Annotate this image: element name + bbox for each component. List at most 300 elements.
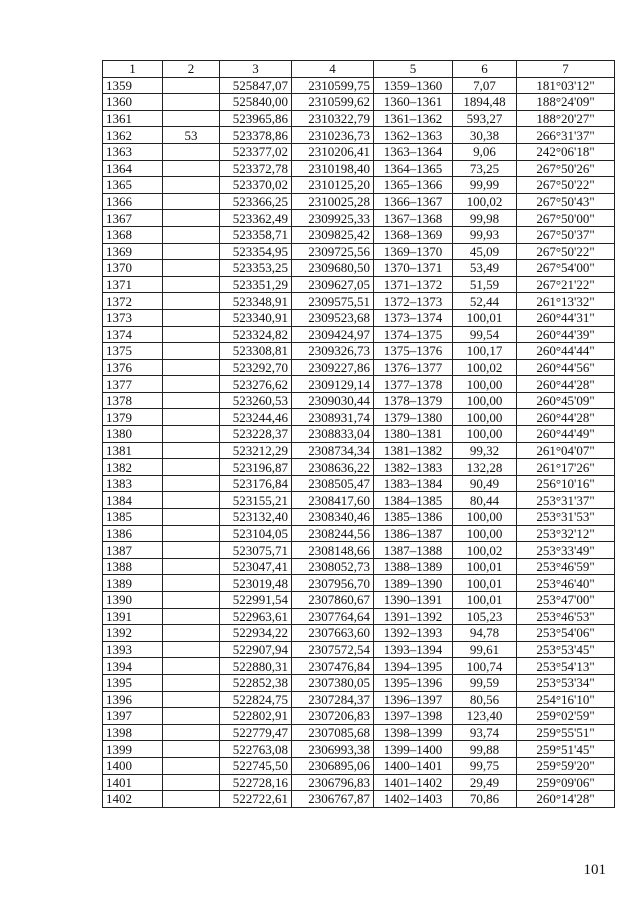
y-coordinate-cell: 2308148,66 bbox=[292, 542, 374, 559]
point-number-cell: 1385 bbox=[103, 509, 163, 526]
line-segment-cell: 1363–1364 bbox=[374, 143, 453, 160]
distance-cell: 100,00 bbox=[453, 525, 517, 542]
mark-cell bbox=[163, 243, 220, 260]
table-row bbox=[103, 608, 615, 625]
mark-cell bbox=[163, 459, 220, 476]
y-coordinate-cell: 2309925,33 bbox=[292, 210, 374, 227]
distance-cell: 7,07 bbox=[453, 77, 517, 94]
table-row bbox=[103, 625, 615, 642]
direction-angle-cell: 254°16'10" bbox=[517, 691, 615, 708]
line-segment-cell: 1396–1397 bbox=[374, 691, 453, 708]
point-number-cell: 1397 bbox=[103, 708, 163, 725]
distance-cell: 100,01 bbox=[453, 558, 517, 575]
y-coordinate-cell: 2309680,50 bbox=[292, 260, 374, 277]
y-coordinate-cell: 2310599,75 bbox=[292, 77, 374, 94]
point-number-cell: 1388 bbox=[103, 558, 163, 575]
line-segment-cell: 1368–1369 bbox=[374, 226, 453, 243]
mark-cell bbox=[163, 724, 220, 741]
table-row bbox=[103, 757, 615, 774]
mark-cell bbox=[163, 210, 220, 227]
distance-cell: 90,49 bbox=[453, 475, 517, 492]
direction-angle-cell: 253°46'40" bbox=[517, 575, 615, 592]
distance-cell: 100,00 bbox=[453, 392, 517, 409]
table-row bbox=[103, 426, 615, 443]
distance-cell: 99,88 bbox=[453, 741, 517, 758]
y-coordinate-cell: 2309030,44 bbox=[292, 392, 374, 409]
point-number-cell: 1367 bbox=[103, 210, 163, 227]
table-row bbox=[103, 293, 615, 310]
distance-cell: 30,38 bbox=[453, 127, 517, 144]
x-coordinate-cell: 523378,86 bbox=[220, 127, 292, 144]
x-coordinate-cell: 522722,61 bbox=[220, 791, 292, 808]
mark-cell bbox=[163, 741, 220, 758]
point-number-cell: 1363 bbox=[103, 143, 163, 160]
direction-angle-cell: 253°46'59" bbox=[517, 558, 615, 575]
direction-angle-cell: 259°59'20" bbox=[517, 757, 615, 774]
point-number-cell: 1402 bbox=[103, 791, 163, 808]
y-coordinate-cell: 2310322,79 bbox=[292, 110, 374, 127]
point-number-cell: 1375 bbox=[103, 343, 163, 360]
distance-cell: 132,28 bbox=[453, 459, 517, 476]
table-body bbox=[103, 77, 615, 807]
y-coordinate-cell: 2307085,68 bbox=[292, 724, 374, 741]
point-number-cell: 1366 bbox=[103, 193, 163, 210]
y-coordinate-cell: 2307284,37 bbox=[292, 691, 374, 708]
direction-angle-cell: 259°51'45" bbox=[517, 741, 615, 758]
line-segment-cell: 1394–1395 bbox=[374, 658, 453, 675]
direction-angle-cell: 266°31'37" bbox=[517, 127, 615, 144]
header-col-7: 7 bbox=[517, 61, 615, 78]
line-segment-cell: 1372–1373 bbox=[374, 293, 453, 310]
line-segment-cell: 1385–1386 bbox=[374, 509, 453, 526]
line-segment-cell: 1381–1382 bbox=[374, 442, 453, 459]
distance-cell: 80,44 bbox=[453, 492, 517, 509]
point-number-cell: 1376 bbox=[103, 359, 163, 376]
x-coordinate-cell: 523228,37 bbox=[220, 426, 292, 443]
table-row bbox=[103, 658, 615, 675]
mark-cell bbox=[163, 409, 220, 426]
y-coordinate-cell: 2306993,38 bbox=[292, 741, 374, 758]
x-coordinate-cell: 522934,22 bbox=[220, 625, 292, 642]
x-coordinate-cell: 525840,00 bbox=[220, 94, 292, 111]
x-coordinate-cell: 523260,53 bbox=[220, 392, 292, 409]
x-coordinate-cell: 523358,71 bbox=[220, 226, 292, 243]
table-row bbox=[103, 260, 615, 277]
distance-cell: 593,27 bbox=[453, 110, 517, 127]
point-number-cell: 1378 bbox=[103, 392, 163, 409]
line-segment-cell: 1366–1367 bbox=[374, 193, 453, 210]
mark-cell bbox=[163, 426, 220, 443]
x-coordinate-cell: 523965,86 bbox=[220, 110, 292, 127]
x-coordinate-cell: 523324,82 bbox=[220, 326, 292, 343]
mark-cell bbox=[163, 94, 220, 111]
distance-cell: 1894,48 bbox=[453, 94, 517, 111]
distance-cell: 29,49 bbox=[453, 774, 517, 791]
direction-angle-cell: 259°09'06" bbox=[517, 774, 615, 791]
x-coordinate-cell: 523212,29 bbox=[220, 442, 292, 459]
mark-cell bbox=[163, 542, 220, 559]
mark-cell bbox=[163, 326, 220, 343]
table-row bbox=[103, 442, 615, 459]
table-row bbox=[103, 475, 615, 492]
point-number-cell: 1390 bbox=[103, 592, 163, 609]
line-segment-cell: 1359–1360 bbox=[374, 77, 453, 94]
line-segment-cell: 1395–1396 bbox=[374, 674, 453, 691]
table-row bbox=[103, 791, 615, 808]
mark-cell bbox=[163, 110, 220, 127]
table-row bbox=[103, 542, 615, 559]
point-number-cell: 1373 bbox=[103, 309, 163, 326]
header-col-3: 3 bbox=[220, 61, 292, 78]
point-number-cell: 1374 bbox=[103, 326, 163, 343]
direction-angle-cell: 260°44'44" bbox=[517, 343, 615, 360]
point-number-cell: 1399 bbox=[103, 741, 163, 758]
mark-cell bbox=[163, 674, 220, 691]
direction-angle-cell: 253°32'12" bbox=[517, 525, 615, 542]
y-coordinate-cell: 2307206,83 bbox=[292, 708, 374, 725]
mark-cell bbox=[163, 558, 220, 575]
point-number-cell: 1359 bbox=[103, 77, 163, 94]
point-number-cell: 1396 bbox=[103, 691, 163, 708]
header-col-2: 2 bbox=[163, 61, 220, 78]
x-coordinate-cell: 523244,46 bbox=[220, 409, 292, 426]
mark-cell bbox=[163, 791, 220, 808]
distance-cell: 105,23 bbox=[453, 608, 517, 625]
distance-cell: 100,01 bbox=[453, 309, 517, 326]
line-segment-cell: 1390–1391 bbox=[374, 592, 453, 609]
mark-cell bbox=[163, 160, 220, 177]
distance-cell: 9,06 bbox=[453, 143, 517, 160]
y-coordinate-cell: 2307380,05 bbox=[292, 674, 374, 691]
distance-cell: 100,17 bbox=[453, 343, 517, 360]
table-row bbox=[103, 309, 615, 326]
x-coordinate-cell: 523196,87 bbox=[220, 459, 292, 476]
mark-cell bbox=[163, 309, 220, 326]
y-coordinate-cell: 2307663,60 bbox=[292, 625, 374, 642]
direction-angle-cell: 253°47'00" bbox=[517, 592, 615, 609]
line-segment-cell: 1387–1388 bbox=[374, 542, 453, 559]
mark-cell bbox=[163, 475, 220, 492]
line-segment-cell: 1380–1381 bbox=[374, 426, 453, 443]
direction-angle-cell: 260°44'28" bbox=[517, 376, 615, 393]
table-row bbox=[103, 243, 615, 260]
direction-angle-cell: 267°50'26" bbox=[517, 160, 615, 177]
mark-cell bbox=[163, 774, 220, 791]
mark-cell bbox=[163, 77, 220, 94]
direction-angle-cell: 260°45'09" bbox=[517, 392, 615, 409]
x-coordinate-cell: 523351,29 bbox=[220, 276, 292, 293]
point-number-cell: 1369 bbox=[103, 243, 163, 260]
direction-angle-cell: 253°46'53" bbox=[517, 608, 615, 625]
x-coordinate-cell: 523155,21 bbox=[220, 492, 292, 509]
x-coordinate-cell: 523366,25 bbox=[220, 193, 292, 210]
direction-angle-cell: 267°50'37" bbox=[517, 226, 615, 243]
mark-cell bbox=[163, 226, 220, 243]
table-row bbox=[103, 77, 615, 94]
mark-cell bbox=[163, 343, 220, 360]
mark-cell bbox=[163, 177, 220, 194]
x-coordinate-cell: 522763,08 bbox=[220, 741, 292, 758]
point-number-cell: 1381 bbox=[103, 442, 163, 459]
distance-cell: 51,59 bbox=[453, 276, 517, 293]
x-coordinate-cell: 523047,41 bbox=[220, 558, 292, 575]
x-coordinate-cell: 523019,48 bbox=[220, 575, 292, 592]
line-segment-cell: 1393–1394 bbox=[374, 641, 453, 658]
table-row bbox=[103, 575, 615, 592]
direction-angle-cell: 260°44'31" bbox=[517, 309, 615, 326]
y-coordinate-cell: 2309627,05 bbox=[292, 276, 374, 293]
table-row bbox=[103, 143, 615, 160]
distance-cell: 70,86 bbox=[453, 791, 517, 808]
point-number-cell: 1401 bbox=[103, 774, 163, 791]
x-coordinate-cell: 523377,02 bbox=[220, 143, 292, 160]
direction-angle-cell: 260°44'28" bbox=[517, 409, 615, 426]
mark-cell bbox=[163, 359, 220, 376]
y-coordinate-cell: 2309825,42 bbox=[292, 226, 374, 243]
point-number-cell: 1383 bbox=[103, 475, 163, 492]
point-number-cell: 1394 bbox=[103, 658, 163, 675]
mark-cell bbox=[163, 276, 220, 293]
point-number-cell: 1360 bbox=[103, 94, 163, 111]
y-coordinate-cell: 2309227,86 bbox=[292, 359, 374, 376]
table-row bbox=[103, 691, 615, 708]
point-number-cell: 1393 bbox=[103, 641, 163, 658]
x-coordinate-cell: 523348,91 bbox=[220, 293, 292, 310]
header-col-5: 5 bbox=[374, 61, 453, 78]
direction-angle-cell: 267°54'00" bbox=[517, 260, 615, 277]
table-row bbox=[103, 94, 615, 111]
line-segment-cell: 1369–1370 bbox=[374, 243, 453, 260]
y-coordinate-cell: 2309575,51 bbox=[292, 293, 374, 310]
table-row bbox=[103, 592, 615, 609]
distance-cell: 100,00 bbox=[453, 409, 517, 426]
point-number-cell: 1379 bbox=[103, 409, 163, 426]
line-segment-cell: 1388–1389 bbox=[374, 558, 453, 575]
direction-angle-cell: 267°50'43" bbox=[517, 193, 615, 210]
x-coordinate-cell: 523354,95 bbox=[220, 243, 292, 260]
table-row bbox=[103, 276, 615, 293]
line-segment-cell: 1377–1378 bbox=[374, 376, 453, 393]
mark-cell bbox=[163, 525, 220, 542]
direction-angle-cell: 261°04'07" bbox=[517, 442, 615, 459]
y-coordinate-cell: 2307572,54 bbox=[292, 641, 374, 658]
table-row bbox=[103, 492, 615, 509]
point-number-cell: 1391 bbox=[103, 608, 163, 625]
x-coordinate-cell: 522880,31 bbox=[220, 658, 292, 675]
x-coordinate-cell: 522728,16 bbox=[220, 774, 292, 791]
line-segment-cell: 1364–1365 bbox=[374, 160, 453, 177]
point-number-cell: 1380 bbox=[103, 426, 163, 443]
distance-cell: 53,49 bbox=[453, 260, 517, 277]
table-row bbox=[103, 210, 615, 227]
line-segment-cell: 1361–1362 bbox=[374, 110, 453, 127]
x-coordinate-cell: 522779,47 bbox=[220, 724, 292, 741]
direction-angle-cell: 260°44'56" bbox=[517, 359, 615, 376]
line-segment-cell: 1367–1368 bbox=[374, 210, 453, 227]
distance-cell: 100,00 bbox=[453, 426, 517, 443]
mark-cell bbox=[163, 492, 220, 509]
y-coordinate-cell: 2307860,67 bbox=[292, 592, 374, 609]
point-number-cell: 1384 bbox=[103, 492, 163, 509]
y-coordinate-cell: 2308931,74 bbox=[292, 409, 374, 426]
distance-cell: 100,01 bbox=[453, 575, 517, 592]
header-row bbox=[103, 61, 615, 78]
y-coordinate-cell: 2310198,40 bbox=[292, 160, 374, 177]
y-coordinate-cell: 2308244,56 bbox=[292, 525, 374, 542]
line-segment-cell: 1398–1399 bbox=[374, 724, 453, 741]
y-coordinate-cell: 2309129,14 bbox=[292, 376, 374, 393]
table-row bbox=[103, 525, 615, 542]
line-segment-cell: 1371–1372 bbox=[374, 276, 453, 293]
table-row bbox=[103, 160, 615, 177]
x-coordinate-cell: 523276,62 bbox=[220, 376, 292, 393]
y-coordinate-cell: 2306895,06 bbox=[292, 757, 374, 774]
header-col-4: 4 bbox=[292, 61, 374, 78]
direction-angle-cell: 253°33'49" bbox=[517, 542, 615, 559]
line-segment-cell: 1373–1374 bbox=[374, 309, 453, 326]
direction-angle-cell: 259°55'51" bbox=[517, 724, 615, 741]
distance-cell: 99,32 bbox=[453, 442, 517, 459]
y-coordinate-cell: 2307956,70 bbox=[292, 575, 374, 592]
direction-angle-cell: 267°50'00" bbox=[517, 210, 615, 227]
table-row bbox=[103, 392, 615, 409]
table-row bbox=[103, 708, 615, 725]
y-coordinate-cell: 2310125,20 bbox=[292, 177, 374, 194]
table-row bbox=[103, 376, 615, 393]
direction-angle-cell: 181°03'12" bbox=[517, 77, 615, 94]
x-coordinate-cell: 522991,54 bbox=[220, 592, 292, 609]
mark-cell bbox=[163, 293, 220, 310]
distance-cell: 100,02 bbox=[453, 193, 517, 210]
direction-angle-cell: 253°54'06" bbox=[517, 625, 615, 642]
distance-cell: 80,56 bbox=[453, 691, 517, 708]
mark-cell: 53 bbox=[163, 127, 220, 144]
y-coordinate-cell: 2308636,22 bbox=[292, 459, 374, 476]
point-number-cell: 1387 bbox=[103, 542, 163, 559]
table-row bbox=[103, 359, 615, 376]
table-row bbox=[103, 724, 615, 741]
line-segment-cell: 1392–1393 bbox=[374, 625, 453, 642]
mark-cell bbox=[163, 193, 220, 210]
y-coordinate-cell: 2308340,46 bbox=[292, 509, 374, 526]
point-number-cell: 1389 bbox=[103, 575, 163, 592]
distance-cell: 100,01 bbox=[453, 592, 517, 609]
distance-cell: 45,09 bbox=[453, 243, 517, 260]
y-coordinate-cell: 2308052,73 bbox=[292, 558, 374, 575]
table-row bbox=[103, 558, 615, 575]
distance-cell: 94,78 bbox=[453, 625, 517, 642]
mark-cell bbox=[163, 608, 220, 625]
table-row bbox=[103, 343, 615, 360]
x-coordinate-cell: 523353,25 bbox=[220, 260, 292, 277]
distance-cell: 99,75 bbox=[453, 757, 517, 774]
distance-cell: 52,44 bbox=[453, 293, 517, 310]
direction-angle-cell: 259°02'59" bbox=[517, 708, 615, 725]
distance-cell: 99,54 bbox=[453, 326, 517, 343]
x-coordinate-cell: 523292,70 bbox=[220, 359, 292, 376]
line-segment-cell: 1383–1384 bbox=[374, 475, 453, 492]
point-number-cell: 1386 bbox=[103, 525, 163, 542]
line-segment-cell: 1370–1371 bbox=[374, 260, 453, 277]
point-number-cell: 1372 bbox=[103, 293, 163, 310]
distance-cell: 123,40 bbox=[453, 708, 517, 725]
table-row bbox=[103, 127, 615, 144]
table-row bbox=[103, 177, 615, 194]
line-segment-cell: 1379–1380 bbox=[374, 409, 453, 426]
x-coordinate-cell: 522907,94 bbox=[220, 641, 292, 658]
distance-cell: 100,00 bbox=[453, 376, 517, 393]
direction-angle-cell: 260°44'39" bbox=[517, 326, 615, 343]
x-coordinate-cell: 523308,81 bbox=[220, 343, 292, 360]
direction-angle-cell: 188°24'09" bbox=[517, 94, 615, 111]
x-coordinate-cell: 523362,49 bbox=[220, 210, 292, 227]
line-segment-cell: 1399–1400 bbox=[374, 741, 453, 758]
point-number-cell: 1395 bbox=[103, 674, 163, 691]
coordinates-table bbox=[102, 60, 615, 808]
point-number-cell: 1362 bbox=[103, 127, 163, 144]
direction-angle-cell: 253°54'13" bbox=[517, 658, 615, 675]
point-number-cell: 1392 bbox=[103, 625, 163, 642]
y-coordinate-cell: 2309326,73 bbox=[292, 343, 374, 360]
distance-cell: 99,98 bbox=[453, 210, 517, 227]
line-segment-cell: 1365–1366 bbox=[374, 177, 453, 194]
y-coordinate-cell: 2310236,73 bbox=[292, 127, 374, 144]
distance-cell: 100,74 bbox=[453, 658, 517, 675]
direction-angle-cell: 267°50'22" bbox=[517, 243, 615, 260]
table-row bbox=[103, 674, 615, 691]
y-coordinate-cell: 2307476,84 bbox=[292, 658, 374, 675]
direction-angle-cell: 253°31'53" bbox=[517, 509, 615, 526]
x-coordinate-cell: 523104,05 bbox=[220, 525, 292, 542]
point-number-cell: 1364 bbox=[103, 160, 163, 177]
x-coordinate-cell: 522802,91 bbox=[220, 708, 292, 725]
direction-angle-cell: 267°50'22" bbox=[517, 177, 615, 194]
x-coordinate-cell: 522745,50 bbox=[220, 757, 292, 774]
direction-angle-cell: 261°13'32" bbox=[517, 293, 615, 310]
mark-cell bbox=[163, 509, 220, 526]
y-coordinate-cell: 2310206,41 bbox=[292, 143, 374, 160]
distance-cell: 100,00 bbox=[453, 509, 517, 526]
table-row bbox=[103, 409, 615, 426]
x-coordinate-cell: 523176,84 bbox=[220, 475, 292, 492]
x-coordinate-cell: 523132,40 bbox=[220, 509, 292, 526]
table-row bbox=[103, 641, 615, 658]
table-row bbox=[103, 110, 615, 127]
y-coordinate-cell: 2306796,83 bbox=[292, 774, 374, 791]
line-segment-cell: 1378–1379 bbox=[374, 392, 453, 409]
mark-cell bbox=[163, 260, 220, 277]
table-row bbox=[103, 509, 615, 526]
line-segment-cell: 1362–1363 bbox=[374, 127, 453, 144]
table-row bbox=[103, 774, 615, 791]
mark-cell bbox=[163, 442, 220, 459]
x-coordinate-cell: 522963,61 bbox=[220, 608, 292, 625]
y-coordinate-cell: 2308833,04 bbox=[292, 426, 374, 443]
line-segment-cell: 1374–1375 bbox=[374, 326, 453, 343]
distance-cell: 93,74 bbox=[453, 724, 517, 741]
line-segment-cell: 1386–1387 bbox=[374, 525, 453, 542]
mark-cell bbox=[163, 376, 220, 393]
table-row bbox=[103, 193, 615, 210]
point-number-cell: 1382 bbox=[103, 459, 163, 476]
point-number-cell: 1400 bbox=[103, 757, 163, 774]
x-coordinate-cell: 522852,38 bbox=[220, 674, 292, 691]
x-coordinate-cell: 525847,07 bbox=[220, 77, 292, 94]
x-coordinate-cell: 522824,75 bbox=[220, 691, 292, 708]
table-row bbox=[103, 459, 615, 476]
line-segment-cell: 1391–1392 bbox=[374, 608, 453, 625]
y-coordinate-cell: 2309725,56 bbox=[292, 243, 374, 260]
